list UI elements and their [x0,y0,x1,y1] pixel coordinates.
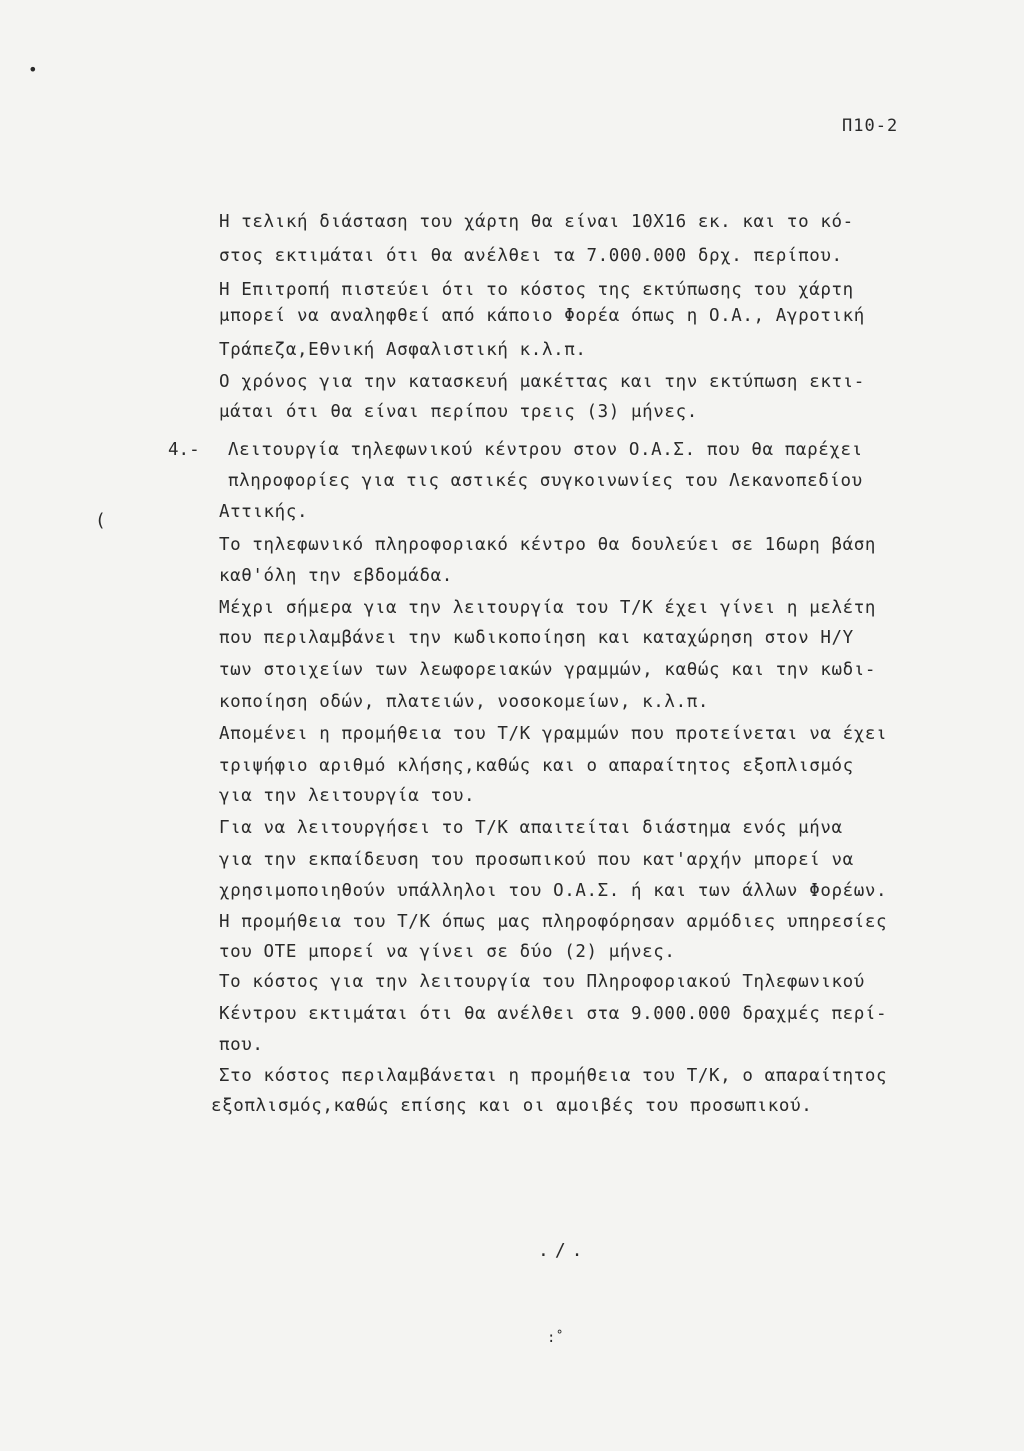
text-line: Στο κόστος περιλαμβάνεται η προμήθεια του Τ/Κ, ο απαραίτητος [219,1066,888,1086]
text-line: κοποίηση οδών, πλατειών, νοσοκομείων, κ.λ.π. [219,692,709,712]
margin-mark: ( [95,510,106,531]
text-line: χρησιμοποιηθούν υπάλληλοι του Ο.Α.Σ. ή και των άλλων Φορέων. [219,881,888,901]
text-line: που. [219,1035,264,1055]
text-line: των στοιχείων των λεωφορειακών γραμμών, καθώς και την κωδι- [219,660,877,680]
text-line: του ΟΤΕ μπορεί να γίνει σε δύο (2) μήνες. [219,942,676,962]
corner-mark: • [28,60,38,79]
text-line: Το κόστος για την λειτουργία του Πληροφοριακού Τηλεφωνικού [219,972,865,992]
text-line: μπορεί να αναληφθεί από κάποιο Φορέα όπως η Ο.Α., Αγροτική [219,306,865,326]
text-line: για την εκπαίδευση του προσωπικού που κατ'αρχήν μπορεί να [219,850,854,870]
text-line: Απομένει η προμήθεια του Τ/Κ γραμμών που προτείνεται να έχει [219,724,888,744]
text-line: Η Επιτροπή πιστεύει ότι το κόστος της εκτύπωσης του χάρτη [219,280,854,300]
text-line: εξοπλισμός,καθώς επίσης και οι αμοιβές του προσωπικού. [211,1096,813,1116]
text-line: Λειτουργία τηλεφωνικού κέντρου στον Ο.Α.Σ. που θα παρέχει [228,440,863,460]
continuation-mark: ./. [538,1240,589,1261]
text-line: Η τελική διάσταση του χάρτη θα είναι 10Χ16 εκ. και το κό- [219,212,854,232]
text-line: Τράπεζα,Εθνική Ασφαλιστική κ.λ.π. [219,340,587,360]
text-line: τριψήφιο αριθμό κλήσης,καθώς και ο απαραίτητος εξοπλισμός [219,756,854,776]
text-line: Ο χρόνος για την κατασκευή μακέττας και την εκτύπωση εκτι- [219,372,865,392]
text-line: Το τηλεφωνικό πληροφοριακό κέντρο θα δουλεύει σε 16ωρη βάση [219,535,877,555]
text-line: πληροφορίες για τις αστικές συγκοινωνίες του Λεκανοπεδίου [228,471,863,491]
footer-mark: :˚ [547,1330,564,1346]
text-line: Η προμήθεια του Τ/Κ όπως μας πληροφόρησαν αρμόδιες υπηρεσίες [219,912,888,932]
text-line: Αττικής. [219,502,309,522]
text-line: Μέχρι σήμερα για την λειτουργία του Τ/Κ έχει γίνει η μελέτη [219,598,877,618]
item-number: 4.- [168,440,200,460]
text-line: για την λειτουργία του. [219,786,476,806]
text-line: Κέντρου εκτιμάται ότι θα ανέλθει στα 9.000.000 δραχμές περί- [219,1004,888,1024]
text-line: που περιλαμβάνει την κωδικοποίηση και καταχώρηση στον Η/Υ [219,628,854,648]
page-number: Π10-2 [842,116,899,136]
text-line: Για να λειτουργήσει το Τ/Κ απαιτείται διάστημα ενός μήνα [219,818,843,838]
text-line: στος εκτιμάται ότι θα ανέλθει τα 7.000.000 δρχ. περίπου. [219,246,843,266]
text-line: μάται ότι θα είναι περίπου τρεις (3) μήνες. [219,402,698,422]
text-line: καθ'όλη την εβδομάδα. [219,566,453,586]
